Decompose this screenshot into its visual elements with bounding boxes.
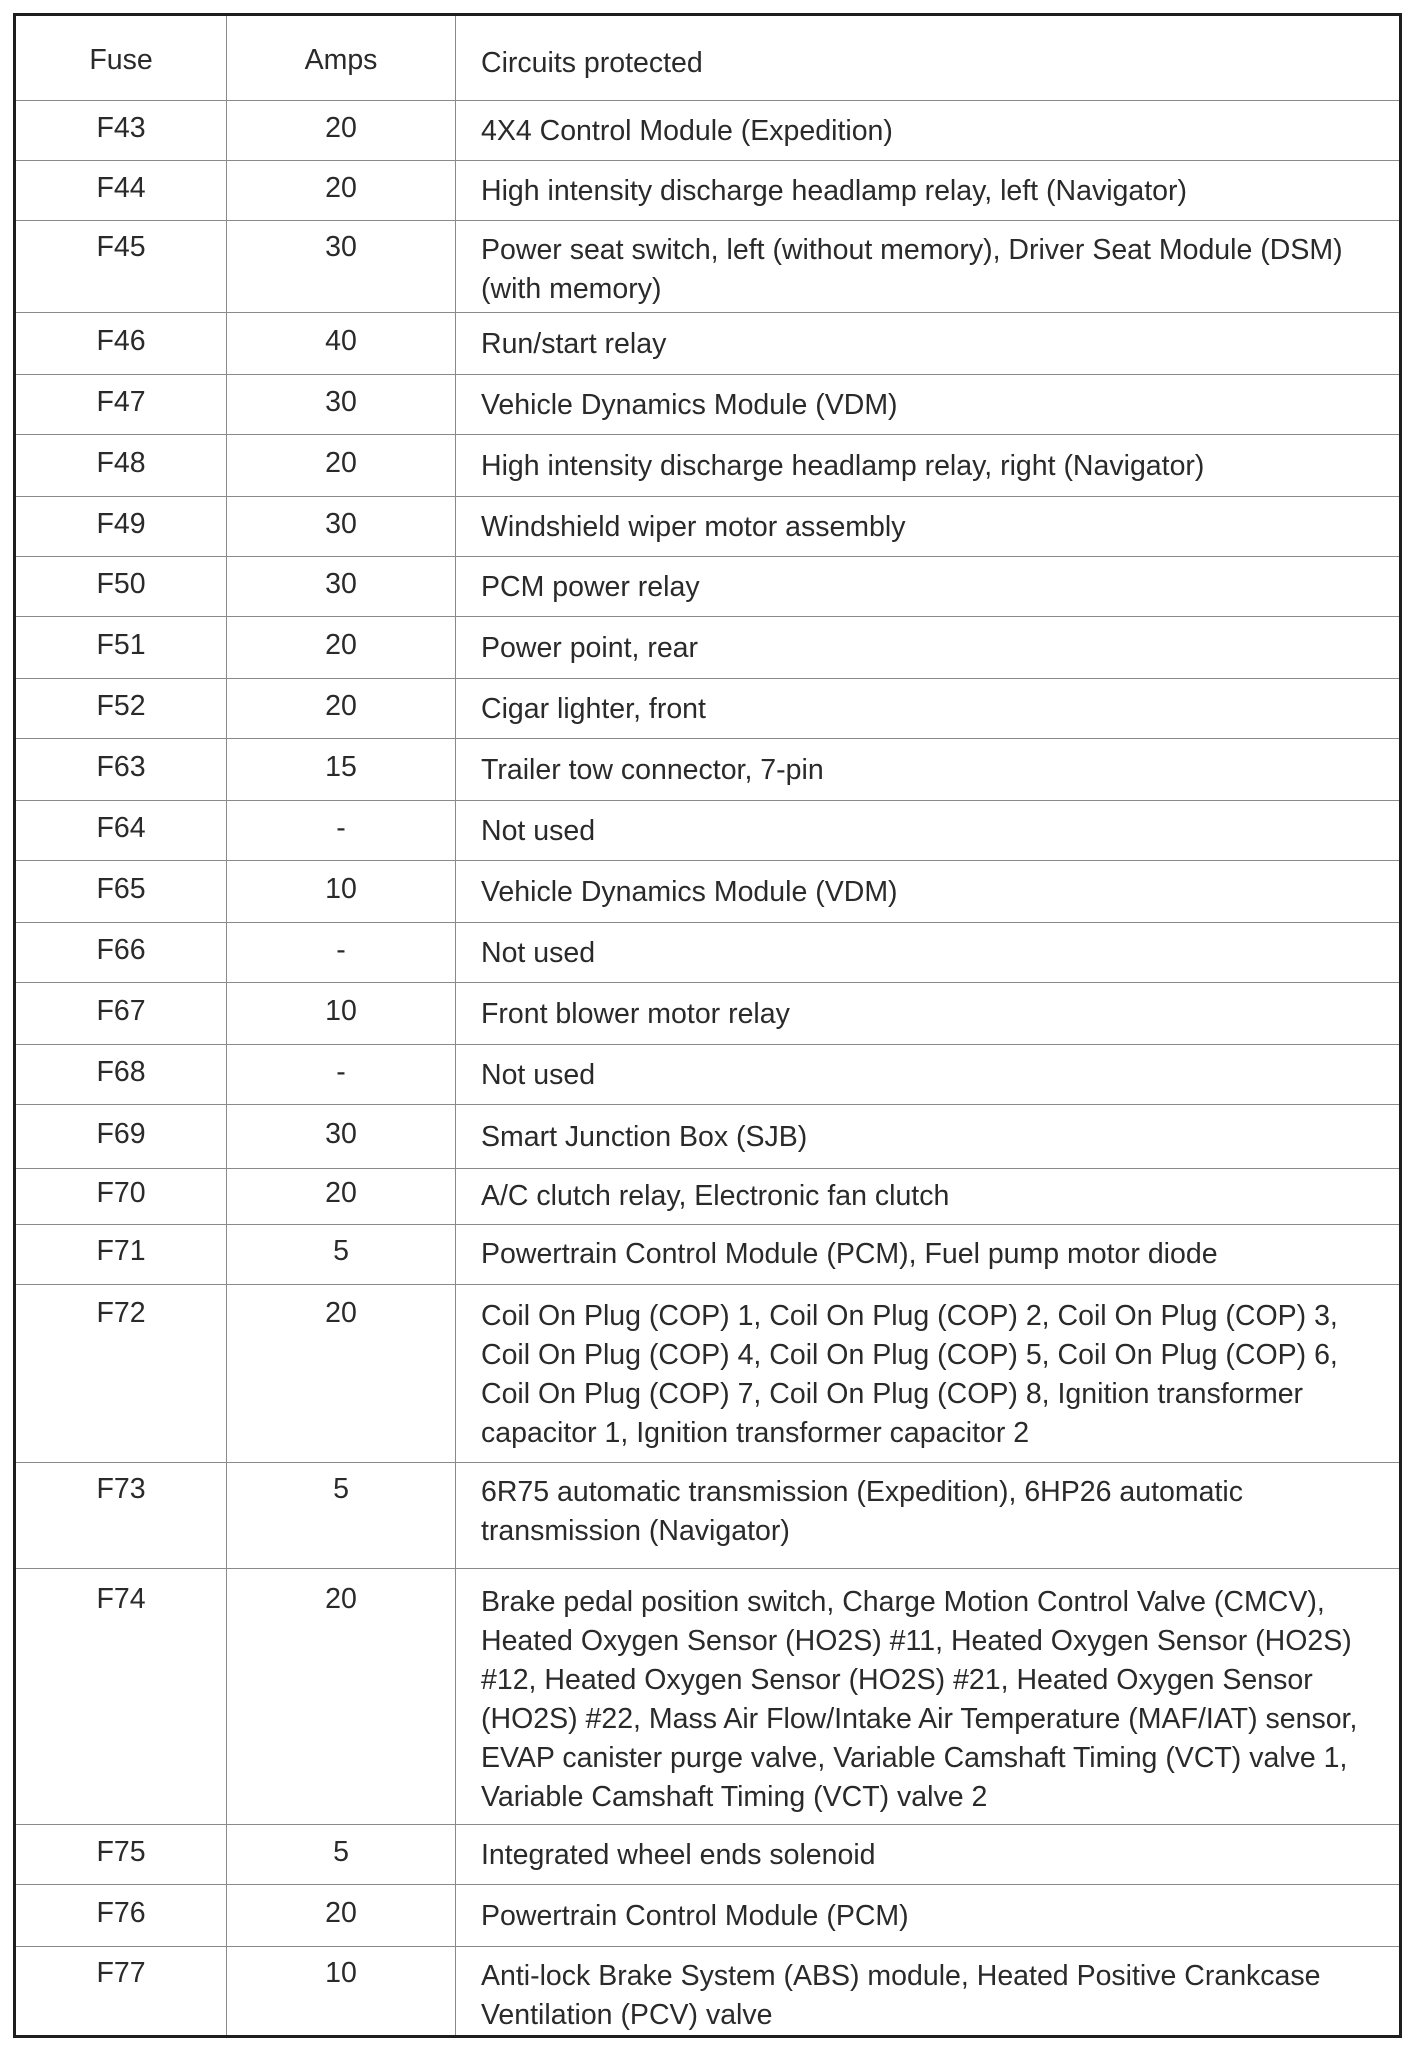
amps-cell: 5: [227, 1225, 456, 1285]
table-row: [15, 1825, 1401, 1885]
circuits-cell: Not used: [456, 1045, 1401, 1105]
table-row: [15, 497, 1401, 557]
table-row: [15, 557, 1401, 617]
fuse-cell: F72: [15, 1285, 227, 1463]
circuits-cell: Smart Junction Box (SJB): [456, 1105, 1401, 1169]
fuse-cell: F74: [15, 1569, 227, 1825]
circuits-cell: Power point, rear: [456, 617, 1401, 679]
circuits-cell: Not used: [456, 801, 1401, 861]
table-row: [15, 801, 1401, 861]
fuse-table: [13, 13, 1402, 2038]
fuse-cell: F49: [15, 497, 227, 557]
table-row: [15, 221, 1401, 313]
fuse-cell: F51: [15, 617, 227, 679]
amps-cell: 20: [227, 1885, 456, 1947]
fuse-cell: F47: [15, 375, 227, 435]
amps-cell: -: [227, 923, 456, 983]
table-row: [15, 1885, 1401, 1947]
fuse-cell: F75: [15, 1825, 227, 1885]
circuits-cell: Run/start relay: [456, 313, 1401, 375]
header-amps: Amps: [227, 15, 456, 101]
fuse-cell: F71: [15, 1225, 227, 1285]
amps-cell: 10: [227, 861, 456, 923]
amps-cell: 30: [227, 557, 456, 617]
amps-cell: 5: [227, 1825, 456, 1885]
circuits-cell: Anti-lock Brake System (ABS) module, Heated Positive Crankcase Ventilation (PCV) valve: [456, 1947, 1401, 2037]
amps-cell: 20: [227, 1169, 456, 1225]
circuits-cell: Powertrain Control Module (PCM): [456, 1885, 1401, 1947]
fuse-cell: F48: [15, 435, 227, 497]
circuits-cell: High intensity discharge headlamp relay, left (Navigator): [456, 161, 1401, 221]
table-row: [15, 101, 1401, 161]
circuits-cell: Not used: [456, 923, 1401, 983]
fuse-cell: F76: [15, 1885, 227, 1947]
fuse-cell: F66: [15, 923, 227, 983]
header-row: [15, 15, 1401, 101]
table-row: [15, 1947, 1401, 2037]
circuits-cell: High intensity discharge headlamp relay, right (Navigator): [456, 435, 1401, 497]
table-row: [15, 1105, 1401, 1169]
table-row: [15, 923, 1401, 983]
table-row: [15, 435, 1401, 497]
table-row: [15, 1569, 1401, 1825]
amps-cell: 30: [227, 221, 456, 313]
circuits-cell: Windshield wiper motor assembly: [456, 497, 1401, 557]
fuse-cell: F77: [15, 1947, 227, 2037]
table-row: [15, 1463, 1401, 1569]
circuits-cell: PCM power relay: [456, 557, 1401, 617]
amps-cell: 30: [227, 375, 456, 435]
table-row: [15, 861, 1401, 923]
circuits-cell: Brake pedal position switch, Charge Motion Control Valve (CMCV), Heated Oxygen Sensor (HO2S) #11, Heated Oxygen Sensor (HO2S) #12, Heated Oxygen Sensor (HO2S) #21, Heated Oxygen Sensor (HO2S) #22, Mass Air Flow/Intake Air Temperature (MAF/IAT) sensor, EVAP canister purge valve, Variable Camshaft Timing (VCT) valve 1, Variable Camshaft Timing (VCT) valve 2: [456, 1569, 1401, 1825]
fuse-cell: F73: [15, 1463, 227, 1569]
fuse-cell: F52: [15, 679, 227, 739]
circuits-cell: 6R75 automatic transmission (Expedition), 6HP26 automatic transmission (Navigator): [456, 1463, 1401, 1569]
fuse-cell: F44: [15, 161, 227, 221]
fuse-cell: F45: [15, 221, 227, 313]
circuits-cell: Vehicle Dynamics Module (VDM): [456, 375, 1401, 435]
table-row: [15, 617, 1401, 679]
fuse-cell: F67: [15, 983, 227, 1045]
amps-cell: 20: [227, 1285, 456, 1463]
amps-cell: 20: [227, 617, 456, 679]
fuse-cell: F50: [15, 557, 227, 617]
circuits-cell: Vehicle Dynamics Module (VDM): [456, 861, 1401, 923]
circuits-cell: Cigar lighter, front: [456, 679, 1401, 739]
circuits-cell: Coil On Plug (COP) 1, Coil On Plug (COP) 2, Coil On Plug (COP) 3, Coil On Plug (COP) 4, Coil On Plug (COP) 5, Coil On Plug (COP) 6, Coil On Plug (COP) 7, Coil On Plug (COP) 8, Ignition transformer capacitor 1, Ignition transformer capacitor 2: [456, 1285, 1401, 1463]
table-row: [15, 1225, 1401, 1285]
amps-cell: 20: [227, 435, 456, 497]
table-row: [15, 161, 1401, 221]
amps-cell: 20: [227, 161, 456, 221]
circuits-cell: 4X4 Control Module (Expedition): [456, 101, 1401, 161]
fuse-cell: F63: [15, 739, 227, 801]
header-circuits: Circuits protected: [456, 15, 1401, 101]
circuits-cell: Front blower motor relay: [456, 983, 1401, 1045]
amps-cell: 40: [227, 313, 456, 375]
table-row: [15, 739, 1401, 801]
fuse-cell: F64: [15, 801, 227, 861]
circuits-cell: Power seat switch, left (without memory), Driver Seat Module (DSM) (with memory): [456, 221, 1401, 313]
amps-cell: -: [227, 801, 456, 861]
amps-cell: 20: [227, 679, 456, 739]
table-row: [15, 679, 1401, 739]
amps-cell: 10: [227, 983, 456, 1045]
fuse-cell: F43: [15, 101, 227, 161]
table-row: [15, 1285, 1401, 1463]
amps-cell: 30: [227, 497, 456, 557]
header-fuse: Fuse: [15, 15, 227, 101]
amps-cell: 15: [227, 739, 456, 801]
amps-cell: 20: [227, 1569, 456, 1825]
circuits-cell: A/C clutch relay, Electronic fan clutch: [456, 1169, 1401, 1225]
amps-cell: 30: [227, 1105, 456, 1169]
amps-cell: 10: [227, 1947, 456, 2037]
table-row: [15, 375, 1401, 435]
table-row: [15, 983, 1401, 1045]
circuits-cell: Integrated wheel ends solenoid: [456, 1825, 1401, 1885]
fuse-cell: F68: [15, 1045, 227, 1105]
circuits-cell: Trailer tow connector, 7-pin: [456, 739, 1401, 801]
fuse-cell: F46: [15, 313, 227, 375]
table-row: [15, 313, 1401, 375]
amps-cell: 20: [227, 101, 456, 161]
fuse-cell: F65: [15, 861, 227, 923]
table-row: [15, 1169, 1401, 1225]
amps-cell: -: [227, 1045, 456, 1105]
fuse-cell: F69: [15, 1105, 227, 1169]
circuits-cell: Powertrain Control Module (PCM), Fuel pump motor diode: [456, 1225, 1401, 1285]
table-row: [15, 1045, 1401, 1105]
amps-cell: 5: [227, 1463, 456, 1569]
fuse-cell: F70: [15, 1169, 227, 1225]
